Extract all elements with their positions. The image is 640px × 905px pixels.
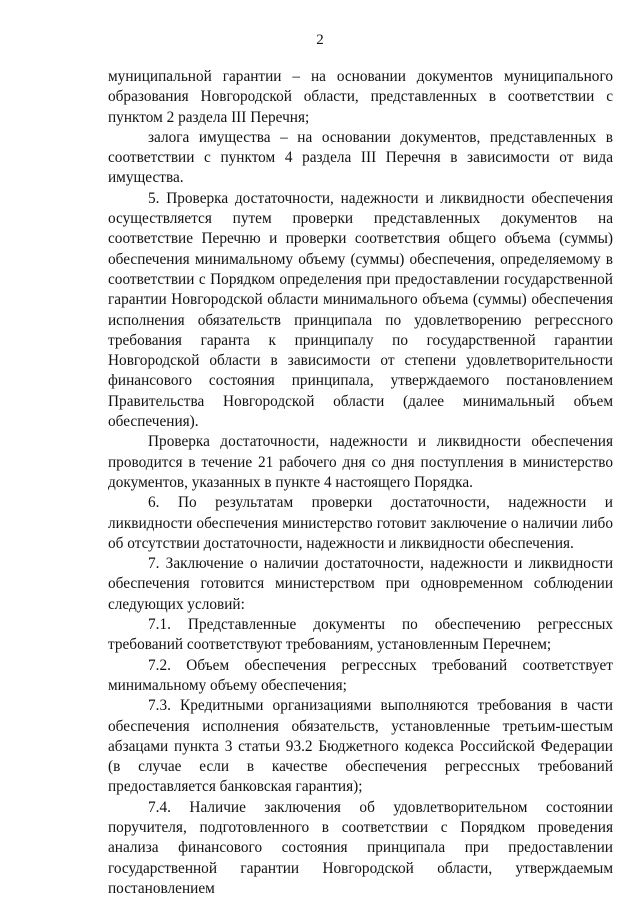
document-body (108, 67, 613, 899)
paragraph-municipal-guarantee: муниципальной гарантии – на основании документов муниципального образования Новгородской области, представленных в соответствии с пунктом 2 раздела III Перечня; (108, 68, 613, 126)
paragraph-collateral: залога имущества – на основании документов, представленных в соответствии с пунктом 4 раздела III Перечня в зависимости от вида имущества. (108, 128, 613, 187)
paragraph-5: 5. Проверка достаточности, надежности и ликвидности обеспечения осуществляется путем проверки представленных документов на соответствие Перечню и проверки соответствия общего объема (суммы) обеспечения минимальному объему (суммы) обеспечения, определяемому в соответствии с Порядком определения при предоставлении государственной гарантии Новгородской области минимального объема (суммы) обеспечения исполнения обязательств принципала по удовлетворению регрессного требования гаранта к принципалу по государственной гарантии Новгородской области в зависимости от степени удовлетворительности финансового состояния принципала, утверждаемого постановлением Правительства Новгородской области (далее минимальный объем обеспечения). (108, 189, 613, 431)
paragraph-5-check: Проверка достаточности, надежности и ликвидности обеспечения проводится в течение 21 рабочего дня со дня поступления в министерство документов, указанных в пункте 4 настоящего Порядка. (108, 433, 613, 491)
page-number: 2 (316, 32, 324, 48)
paragraph-6: 6. По результатам проверки достаточности, надежности и ликвидности обеспечения министерство готовит заключение о наличии либо об отсутствии достаточности, надежности и ликвидности обеспечения. (108, 494, 613, 552)
paragraph-7-2: 7.2. Объем обеспечения регрессных требований соответствует минимальному объему обеспечения; (108, 656, 613, 694)
paragraph-7: 7. Заключение о наличии достаточности, надежности и ликвидности обеспечения готовится министерством при одновременном соблюдении следующих условий: (108, 555, 613, 613)
paragraph-7-4: 7.4. Наличие заключения об удовлетворительном состоянии поручителя, подготовленного в соответствии с Порядком проведения анализа финансового состояния принципала при предоставлении государственной гарантии Новгородской области, утверждаемым постановлением (108, 798, 613, 897)
paragraph-7-3: 7.3. Кредитными организациями выполняются требования в части обеспечения исполнения обязательств, установленные третьим-шестым абзацами пункта 3 статьи 93.2 Бюджетного кодекса Российской Федерации (в случае если в качестве обеспечения регрессных требований предоставляется банковская гарантия); (108, 697, 613, 796)
paragraph-7-1: 7.1. Представленные документы по обеспечению регрессных требований соответствуют требованиям, установленным Перечнем; (108, 616, 613, 654)
